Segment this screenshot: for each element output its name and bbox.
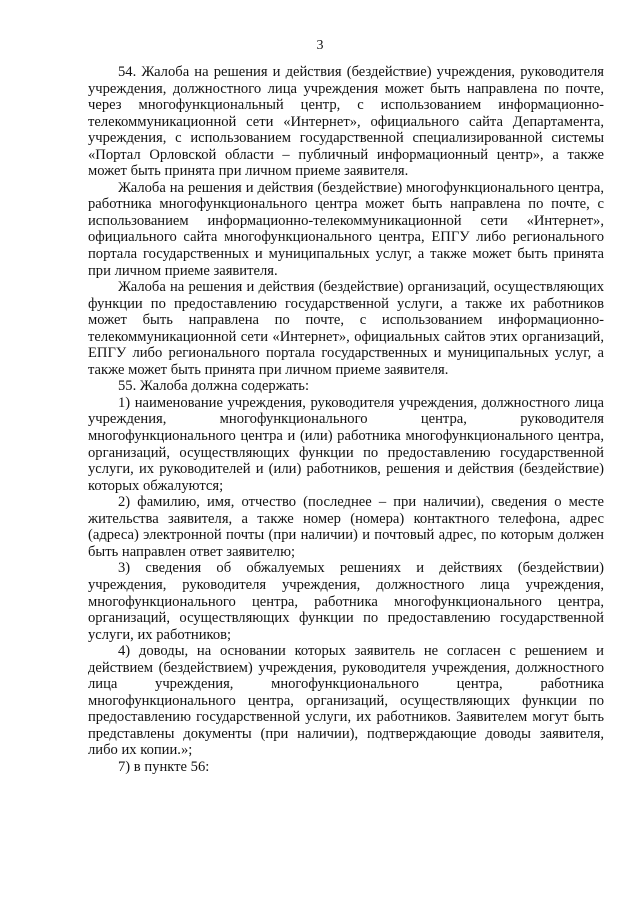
list-item-1: 1) наименование учреждения, руководителя учреждения, должностного лица учреждения, многофункционального центра, руководителя многофункционального центра и (или) работника многофункционального центра, организаций, осуществляющих функции по предоставлению государственной услуги, их руководителей и (или) работников, решения и действия (бездействие) которых обжалуются; (88, 394, 604, 494)
paragraph-mfc-complaint: Жалоба на решения и действия (бездействие) многофункционального центра, работника многофункционального центра может быть направлена по почте, с использованием информационно-телекоммуникационной сети «Интернет», официального сайта многофункционального центра, ЕПГУ либо регионального портала государственных и муниципальных услуг, а также может быть принята при личном приеме заявителя. (88, 179, 604, 279)
paragraph-55-heading: 55. Жалоба должна содержать: (118, 378, 309, 395)
list-item-3: 3) сведения об обжалуемых решениях и действиях (бездействии) учреждения, руководителя учреждения, должностного лица учреждения, многофункционального центра, работника многофункционального центра, организаций, осуществляющих функции по предоставлению государственной услуги, их работников; (88, 560, 604, 643)
page-number: 3 (316, 38, 324, 53)
paragraph-item-7: 7) в пункте 56: (118, 758, 210, 775)
list-item-4: 4) доводы, на основании которых заявитель не согласен с решением и действием (бездействием) учреждения, руководителя учреждения, должностного лица учреждения, многофункционального центра, работника многофункционального центра, организаций, осуществляющих функции по предоставлению государственной услуги, их работников. Заявителем могут быть представлены документы (при наличии), подтверждающие доводы заявителя, либо их копии.»; (88, 643, 604, 759)
document-body (88, 64, 604, 776)
paragraph-54-complaint-channels: 54. Жалоба на решения и действия (бездействие) учреждения, руководителя учреждения, должностного лица учреждения может быть направлена по почте, через многофункциональный центр, с использованием информационно-телекоммуникационной сети «Интернет», официального сайта Департамента, учреждения, с использованием государственной специализированной системы «Портал Орловской области – публичный информационный центр», а также может быть принята при личном приеме заявителя. (88, 64, 604, 180)
list-item-2: 2) фамилию, имя, отчество (последнее – при наличии), сведения о месте жительства заявителя, а также номер (номера) контактного телефона, адрес (адреса) электронной почты (при наличии) и почтовый адрес, по которым должен быть направлен ответ заявителю; (88, 494, 604, 560)
paragraph-organizations-complaint: Жалоба на решения и действия (бездействие) организаций, осуществляющих функции по предоставлению государственной услуги, а также их работников может быть направлена по почте, с использованием информационно-телекоммуникационной сети «Интернет», официальных сайтов этих организаций, ЕПГУ либо регионального портала государственных и муниципальных услуг, а также может быть принята при личном приеме заявителя. (88, 279, 604, 378)
